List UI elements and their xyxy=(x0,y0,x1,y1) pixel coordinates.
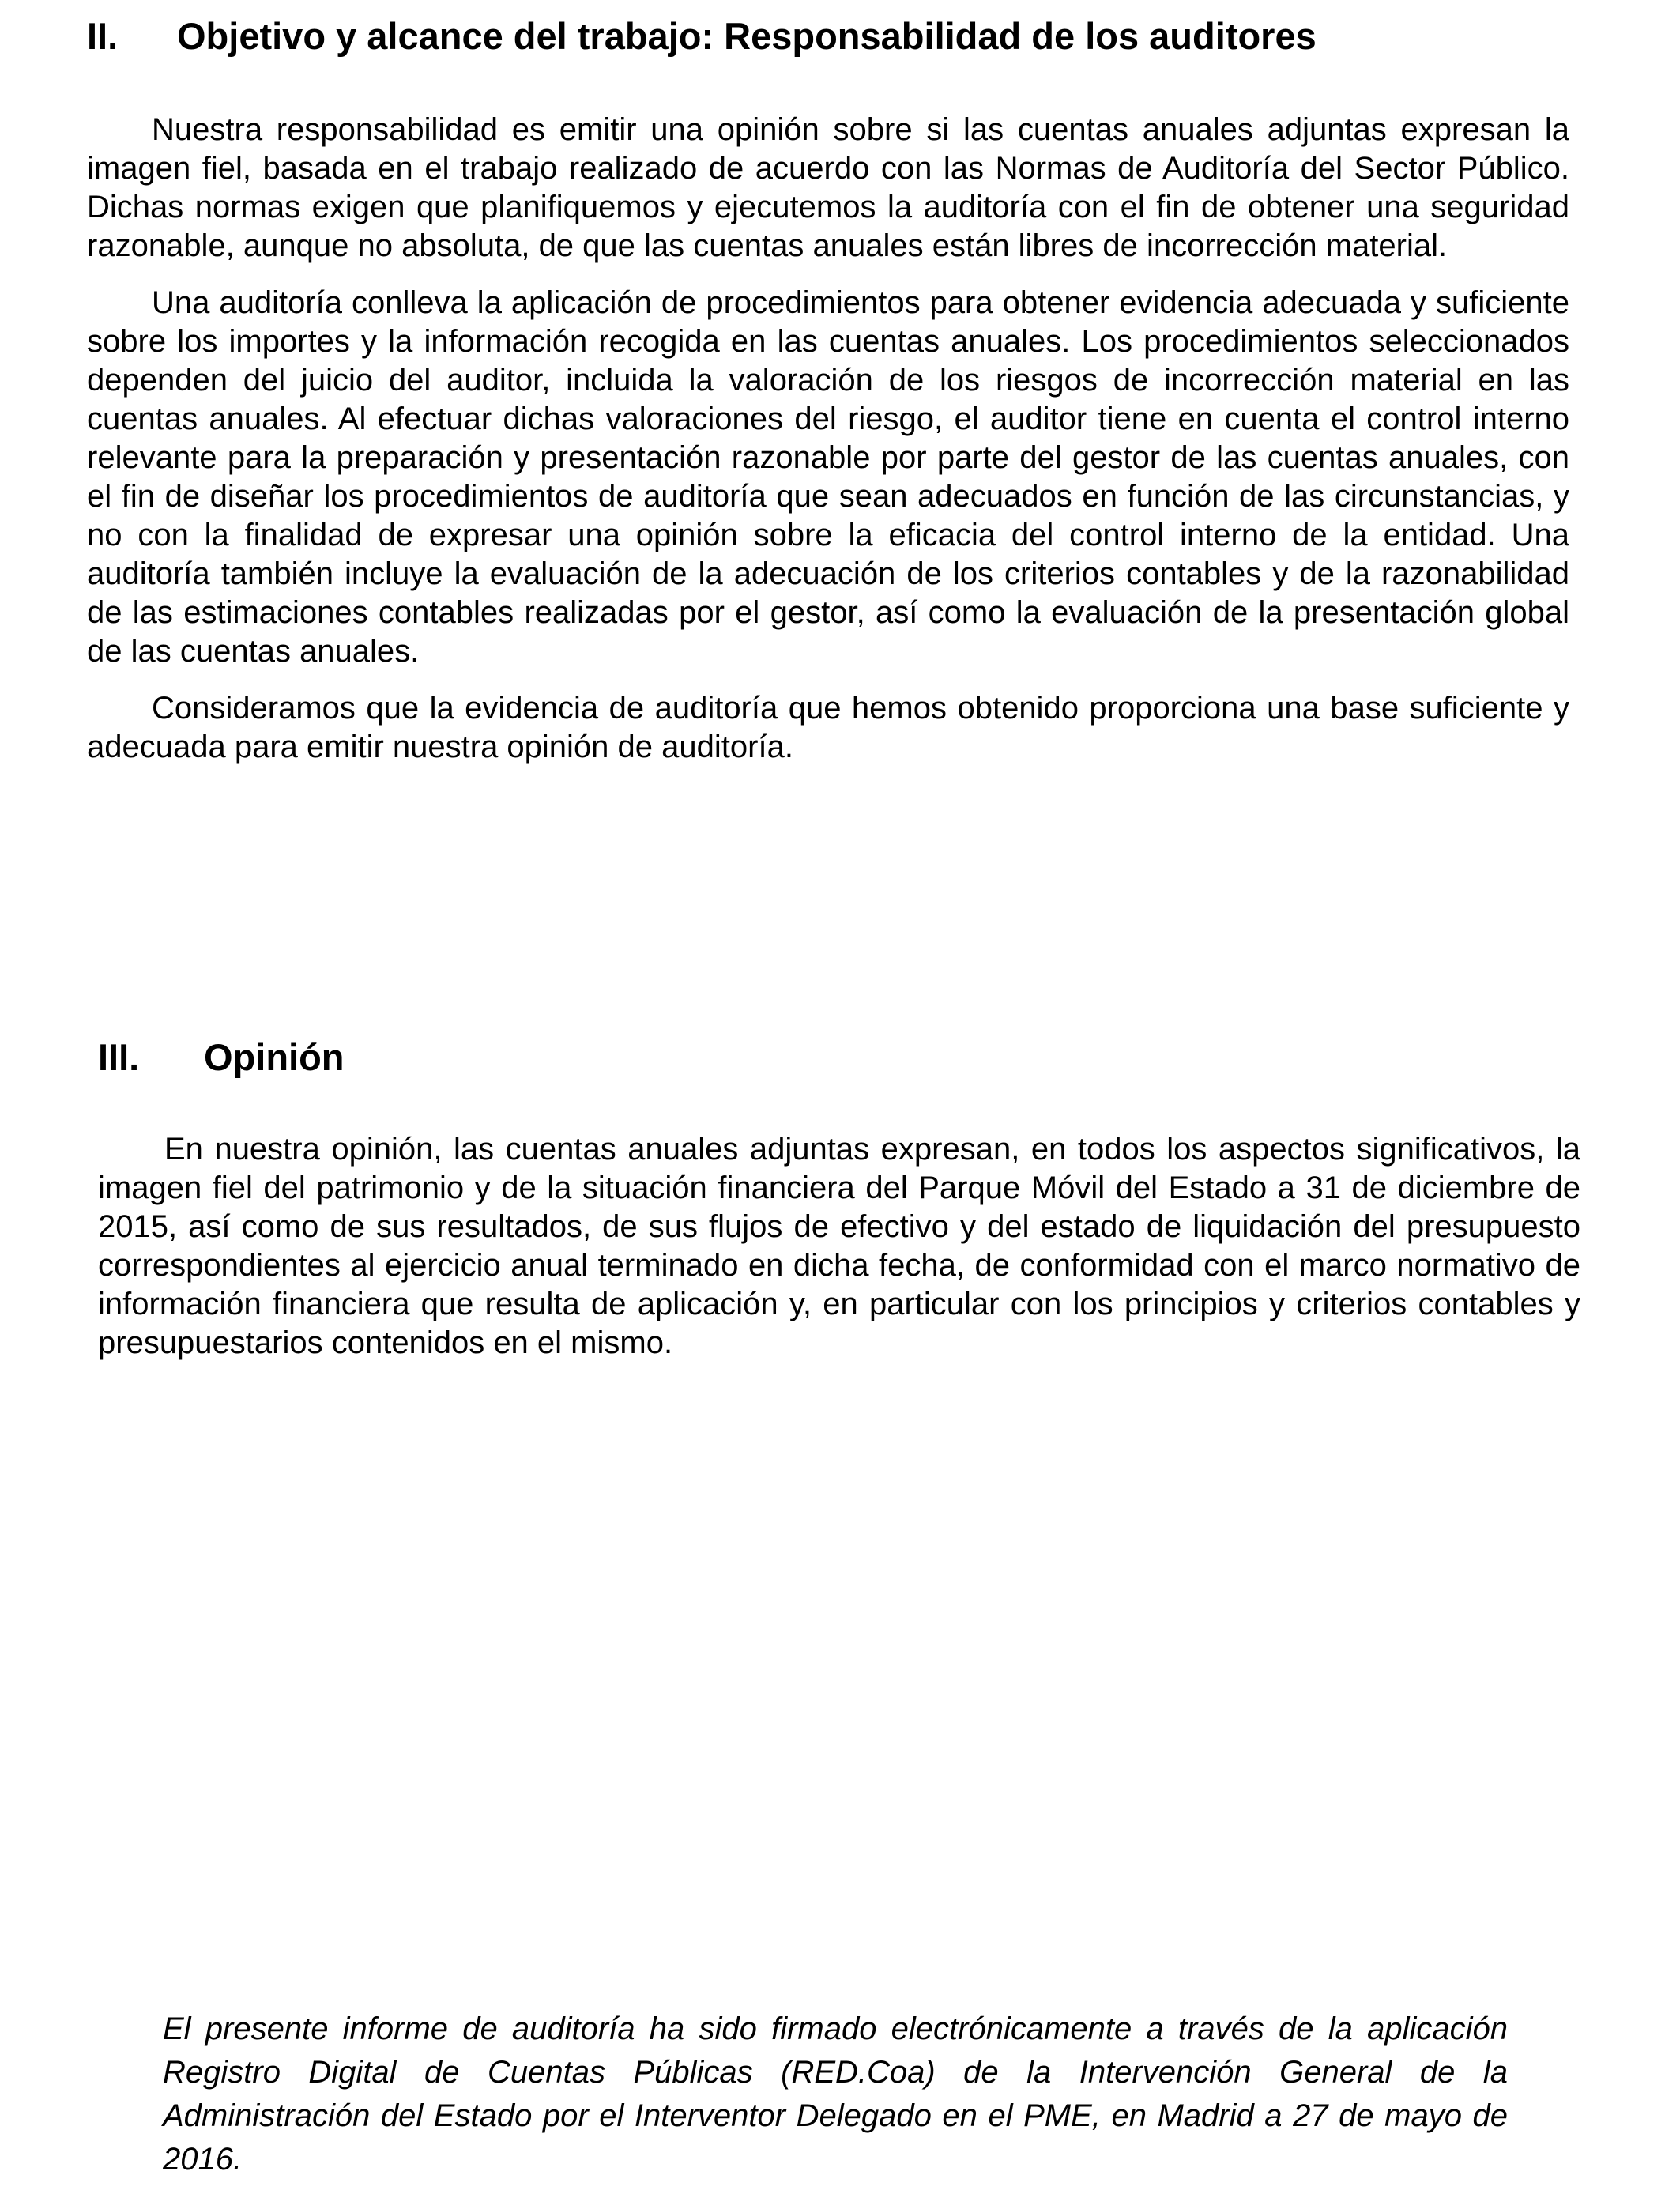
section-heading xyxy=(87,14,1569,58)
section-heading xyxy=(98,1035,1580,1080)
section-title: Objetivo y alcance del trabajo: Responsabilidad de los auditores xyxy=(177,15,1317,57)
section-objetivo-alcance xyxy=(87,14,1569,767)
paragraph-evidencia: Consideramos que la evidencia de auditoría que hemos obtenido proporciona una base suficiente y adecuada para emitir nuestra opinión de auditoría. xyxy=(87,691,1569,764)
section-opinion xyxy=(98,1035,1580,1363)
section-title: Opinión xyxy=(204,1036,345,1078)
paragraph-opinion: En nuestra opinión, las cuentas anuales adjuntas expresan, en todos los aspectos significativos, la imagen fiel del patrimonio y de la situación financiera del Parque Móvil del Estado a 31 de diciembre de 2015, así como de sus resultados, de sus flujos de efectivo y del estado de liquidación del presupuesto correspondientes al ejercicio anual terminado en dicha fecha, de conformidad con el marco normativo de información financiera que resulta de aplicación y, en particular con los principios y criterios contables y presupuestarios contenidos en el mismo. xyxy=(98,1132,1580,1360)
paragraph-responsabilidad: Nuestra responsabilidad es emitir una opinión sobre si las cuentas anuales adjuntas expresan la imagen fiel, basada en el trabajo realizado de acuerdo con las Normas de Auditoría del Sector Público. Dichas normas exigen que planifiquemos y ejecutemos la auditoría con el fin de obtener una seguridad razonable, aunque no absoluta, de que las cuentas anuales están libres de incorrección material. xyxy=(87,112,1569,263)
section-number: III. xyxy=(98,1036,140,1078)
electronic-signature-note: El presente informe de auditoría ha sido firmado electrónicamente a través de la aplicación Registro Digital de Cuentas Públicas (RED.Coa) de la Intervención General de la Administración del Estado por el Interventor Delegado en el PME, en Madrid a 27 de mayo de 2016. xyxy=(163,2011,1508,2177)
section-number: II. xyxy=(87,15,119,57)
paragraph-procedimientos: Una auditoría conlleva la aplicación de procedimientos para obtener evidencia adecuada y suficiente sobre los importes y la información recogida en las cuentas anuales. Los procedimientos seleccionados dependen del juicio del auditor, incluida la valoración de los riesgos de incorrección material en las cuentas anuales. Al efectuar dichas valoraciones del riesgo, el auditor tiene en cuenta el control interno relevante para la preparación y presentación razonable por parte del gestor de las cuentas anuales, con el fin de diseñar los procedimientos de auditoría que sean adecuados en función de las circunstancias, y no con la finalidad de expresar una opinión sobre la eficacia del control interno de la entidad. Una auditoría también incluye la evaluación de la adecuación de los criterios contables y de la razonabilidad de las estimaciones contables realizadas por el gestor, así como la evaluación de la presentación global de las cuentas anuales. xyxy=(87,285,1569,669)
